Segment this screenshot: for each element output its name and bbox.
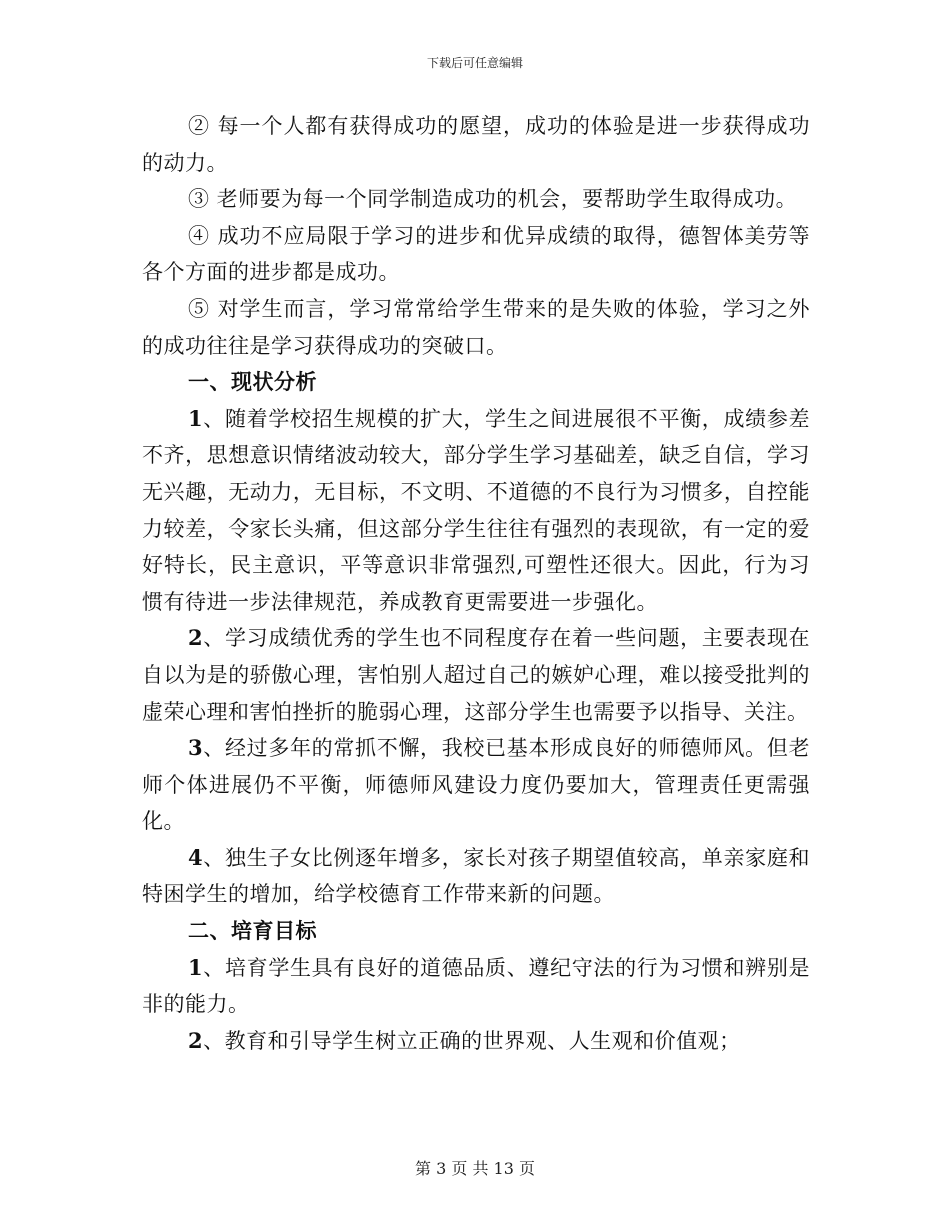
- item-text: 、独生子女比例逐年增多，家长对孩子期望值较高，单亲家庭和特困学生的增加，给学校德育工作带来新的问题。: [142, 845, 810, 907]
- paragraph-point-5: ⑤ 对学生而言，学习常常给学生带来的是失败的体验，学习之外的成功往往是学习获得成功的突破口。: [142, 296, 810, 358]
- document-body: [142, 108, 810, 1059]
- paragraph-status-4: [142, 840, 810, 913]
- paragraph-status-2: [142, 620, 810, 730]
- paragraph-goal-2: [142, 1023, 810, 1060]
- paragraph-status-1: [142, 401, 810, 621]
- paragraph-point-3: ③ 老师要为每一个同学制造成功的机会，要帮助学生取得成功。: [188, 187, 798, 212]
- item-number: 1: [188, 954, 204, 980]
- paragraph-point-2: ② 每一个人都有获得成功的愿望，成功的体验是进一步获得成功的动力。: [142, 114, 810, 175]
- page-header: 下载后可任意编辑: [426, 56, 523, 70]
- paragraph-point-4: ④ 成功不应局限于学习的进步和优异成绩的取得，德智体美劳等各个方面的进步都是成功。: [142, 223, 810, 285]
- item-text: 、培育学生具有良好的道德品质、遵纪守法的行为习惯和辨别是非的能力。: [142, 955, 810, 1017]
- item-number: 2: [188, 1027, 204, 1053]
- item-number: 1: [188, 405, 204, 431]
- page-footer: 第 3 页 共 13 页: [415, 1159, 535, 1178]
- item-text: 、经过多年的常抓不懈，我校已基本形成良好的师德师风。但老师个体进展仍不平衡，师德师风建设力度仍要加大，管理责任更需强化。: [142, 736, 810, 834]
- item-text: 、教育和引导学生树立正确的世界观、人生观和价值观；: [203, 1028, 741, 1053]
- item-number: 2: [188, 625, 204, 651]
- paragraph-status-3: [142, 730, 810, 840]
- paragraph-goal-1: [142, 950, 810, 1023]
- item-text: 、随着学校招生规模的扩大，学生之间进展很不平衡，成绩参差不齐，思想意识情绪波动较大，部分学生学习基础差，缺乏自信，学习无兴趣，无动力，无目标，不文明、不道德的不良行为习惯多，自控能力较差，令家长头痛，但这部分学生往往有强烈的表现欲，有一定的爱好特长，民主意识，平等意识非常强烈,可塑性还很大。因此，行为习惯有待进一步法律规范，养成教育更需要进一步强化。: [142, 406, 810, 614]
- item-number: 4: [188, 844, 204, 870]
- section-heading-status-analysis: 一、现状分析: [188, 369, 317, 395]
- item-number: 3: [188, 735, 204, 761]
- item-text: 、学习成绩优秀的学生也不同程度存在着一些问题，主要表现在自以为是的骄傲心理，害怕别人超过自己的嫉妒心理，难以接受批判的虚荣心理和害怕挫折的脆弱心理，这部分学生也需要予以指导、关注。: [142, 626, 810, 724]
- section-heading-training-goals: 二、培育目标: [188, 918, 317, 944]
